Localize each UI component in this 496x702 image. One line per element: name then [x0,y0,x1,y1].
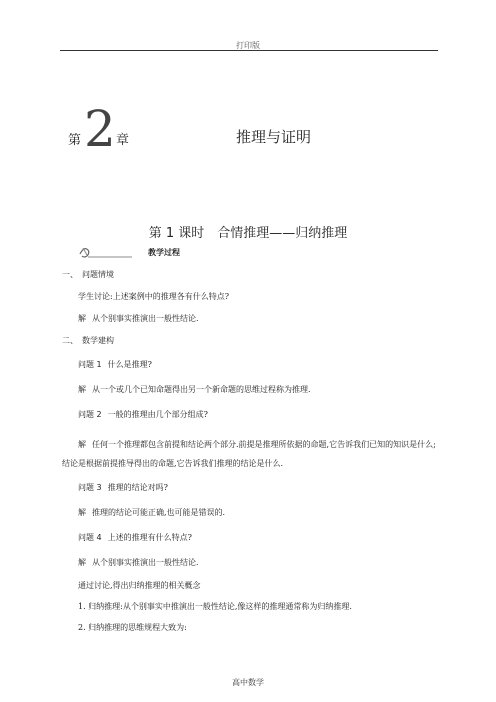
answer-text: 从个别事实推演出一般性结论. [92,558,199,567]
list-item-2: 2. 归纳推理的思维规程大致为: [78,623,187,632]
chapter-suffix: 章 [116,133,130,148]
question-text: 上述的推理有什么特点? [107,533,192,542]
answer-text: 从个别事实推演出一般性结论. [92,314,199,323]
answer-label: 解 [78,558,86,567]
header-rule [60,50,438,51]
question-label: 问题 1 [78,360,102,369]
section-label: 教学过程 [148,248,180,257]
answer-text: 推理的结论可能正确,也可能是错误的. [92,508,226,517]
question-4 [78,532,192,544]
chapter-number: 2 [84,100,116,158]
question-label: 问题 4 [78,533,102,542]
lesson-title: 第 1 课时 合情推理——归纳推理 [148,226,348,241]
question-2 [78,409,208,421]
pen-icon [78,244,133,260]
question-3 [78,482,168,494]
section-heading-1: 一、 问题情境 [62,270,114,279]
question-1 [78,359,152,371]
answer-2 [62,435,442,473]
answer-label: 解 [78,508,86,517]
question-label: 问题 3 [78,483,102,492]
answer-text: 任何一个推理都包含前提和结论两个部分.前提是推理所依据的命题,它告诉我们已知的知识是什么;结论是根据前提推导得出的命题,它告诉我们推理的结论是什么. [62,440,436,468]
page-header: 打印版 [236,41,260,50]
discussion-text: 学生讨论:上述案例中的推理各有什么特点? [78,292,229,301]
answer-3 [78,507,225,519]
question-text: 什么是推理? [107,360,152,369]
section-heading-2: 二、 数学建构 [62,336,114,345]
answer-label: 解 [78,314,86,323]
page-footer: 高中数学 [232,678,264,687]
question-label: 问题 2 [78,410,102,419]
question-text: 一般的推理由几个部分组成? [107,410,208,419]
answer-label: 解 [78,440,86,449]
summary-text: 通过讨论,得出归纳推理的相关概念 [78,581,201,590]
chapter-title: 推理与证明 [236,128,312,146]
answer-text: 从一个或几个已知命题得出另一个新命题的思维过程称为推理. [92,385,311,394]
answer-label: 解 [78,385,86,394]
chapter-prefix: 第 [68,133,82,148]
question-text: 推理的结论对吗? [107,483,168,492]
list-item-1: 1. 归纳推理:从个别事实中推演出一般性结论,像这样的推理通常称为归纳推理. [78,602,352,611]
answer-line [78,313,199,325]
answer-4 [78,557,199,569]
answer-1 [78,384,311,396]
